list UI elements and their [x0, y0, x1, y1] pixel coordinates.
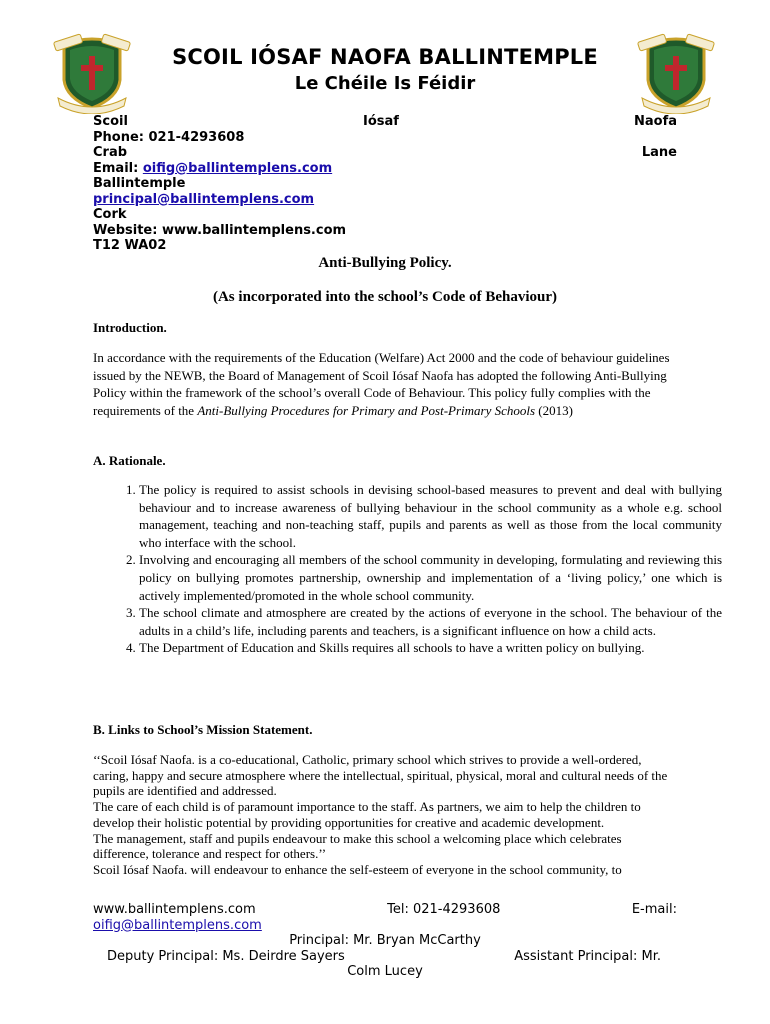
- footer-deputy: Deputy Principal: Ms. Deirdre Sayers: [107, 948, 345, 964]
- email-label: Email:: [93, 160, 143, 176]
- footer-email-link[interactable]: oifig@ballintemplens.com: [93, 917, 262, 933]
- footer-website: www.ballintemplens.com: [93, 902, 256, 917]
- principal-email-link[interactable]: principal@ballintemplens.com: [93, 191, 315, 207]
- document-subtitle: (As incorporated into the school’s Code of Behaviour): [212, 289, 557, 305]
- list-item: 3. The school climate and atmosphere are created by the actions of everyone in the school. The behaviour of the adults in a child’s life, including parents and teachers, is a significant influence on how a child acts.: [139, 604, 722, 639]
- address-line-4: Cork: [93, 207, 127, 222]
- page-footer: [93, 902, 677, 980]
- address-line-1a: Scoil: [93, 114, 128, 129]
- intro-heading: Introduction.: [93, 320, 167, 335]
- rationale-list: [93, 481, 722, 657]
- eircode-line: T12 WA02: [93, 238, 167, 253]
- phone-line: Phone: 021-4293608: [93, 129, 245, 145]
- website-line: Website: www.ballintemplens.com: [93, 222, 347, 238]
- rationale-heading: A. Rationale.: [93, 453, 166, 468]
- address-line-1c: Naofa: [633, 114, 677, 129]
- school-name: SCOIL IÓSAF NAOFA BALLINTEMPLE: [172, 45, 598, 69]
- mission-statement: [93, 752, 677, 878]
- mission-line: Scoil Iósaf Naofa. will endeavour to enhance the self-esteem of everyone in the school community, to: [93, 861, 622, 877]
- intro-italic-title: Anti-Bullying Procedures for Primary and Post-Primary Schools: [197, 402, 536, 418]
- document-title: Anti-Bullying Policy.: [318, 255, 452, 271]
- list-item: 2. Involving and encouraging all members of the school community in developing, formulating and reviewing this policy on bullying promotes partnership, ownership and implementation of a ‘living policy,’ one which is actively implemented/promoted in the whole school community.: [139, 551, 722, 604]
- footer-tel: Tel: 021-4293608: [387, 902, 501, 917]
- address-line-3: Ballintemple: [93, 176, 186, 191]
- list-item: 4. The Department of Education and Skills requires all schools to have a written policy on bullying.: [139, 639, 722, 657]
- contact-block: [93, 114, 677, 254]
- address-line-2a: Crab: [93, 145, 128, 160]
- footer-assistant: Assistant Principal: Mr.: [514, 948, 661, 964]
- address-line-1b: Iósaf: [362, 114, 399, 129]
- school-motto: Le Chéile Is Féidir: [294, 73, 476, 94]
- mission-line: ‘‘Scoil Iósaf Naofa. is a co-educational, Catholic, primary school which strives to provide a well-ordered, caring, happy and secure atmosphere where the intellectual, spiritual, physical, moral and cultural needs of the pupils are identified and addressed.: [93, 752, 668, 799]
- mission-heading: B. Links to School’s Mission Statement.: [93, 722, 313, 737]
- mission-line: The management, staff and pupils endeavour to make this school a welcoming place which celebrates difference, tolerance and respect for others.’’: [93, 830, 622, 862]
- mission-line: The care of each child is of paramount importance to the staff. As partners, we aim to help the children to develop their holistic potential by providing opportunities for creative and academic development.: [93, 799, 641, 830]
- footer-principal: Principal: Mr. Bryan McCarthy: [289, 933, 481, 948]
- intro-paragraph: In accordance with the requirements of the Education (Welfare) Act 2000 and the code of behaviour guidelines issued by the NEWB, the Board of Management of Scoil Iósaf Naofa has adopted the following Anti-Bullying Policy within the framework of the school’s overall Code of Behaviour. This policy fully complies with the requirements of the Anti-Bullying Procedures for Primary and Post-Primary Schools (2013): [93, 350, 670, 418]
- footer-email-label: E-mail:: [631, 902, 677, 917]
- address-line-2b: Lane: [641, 145, 677, 160]
- email-link[interactable]: oifig@ballintemplens.com: [142, 160, 333, 176]
- footer-assistant-cont: Colm Lucey: [347, 964, 423, 979]
- list-item: 1. The policy is required to assist schools in devising school-based measures to prevent and deal with bullying behaviour and to increase awareness of bullying behaviour in the school community as a whole e.g. school management, teaching and non-teaching staff, pupils and parents as well as those from the local community who interface with the school.: [139, 481, 722, 551]
